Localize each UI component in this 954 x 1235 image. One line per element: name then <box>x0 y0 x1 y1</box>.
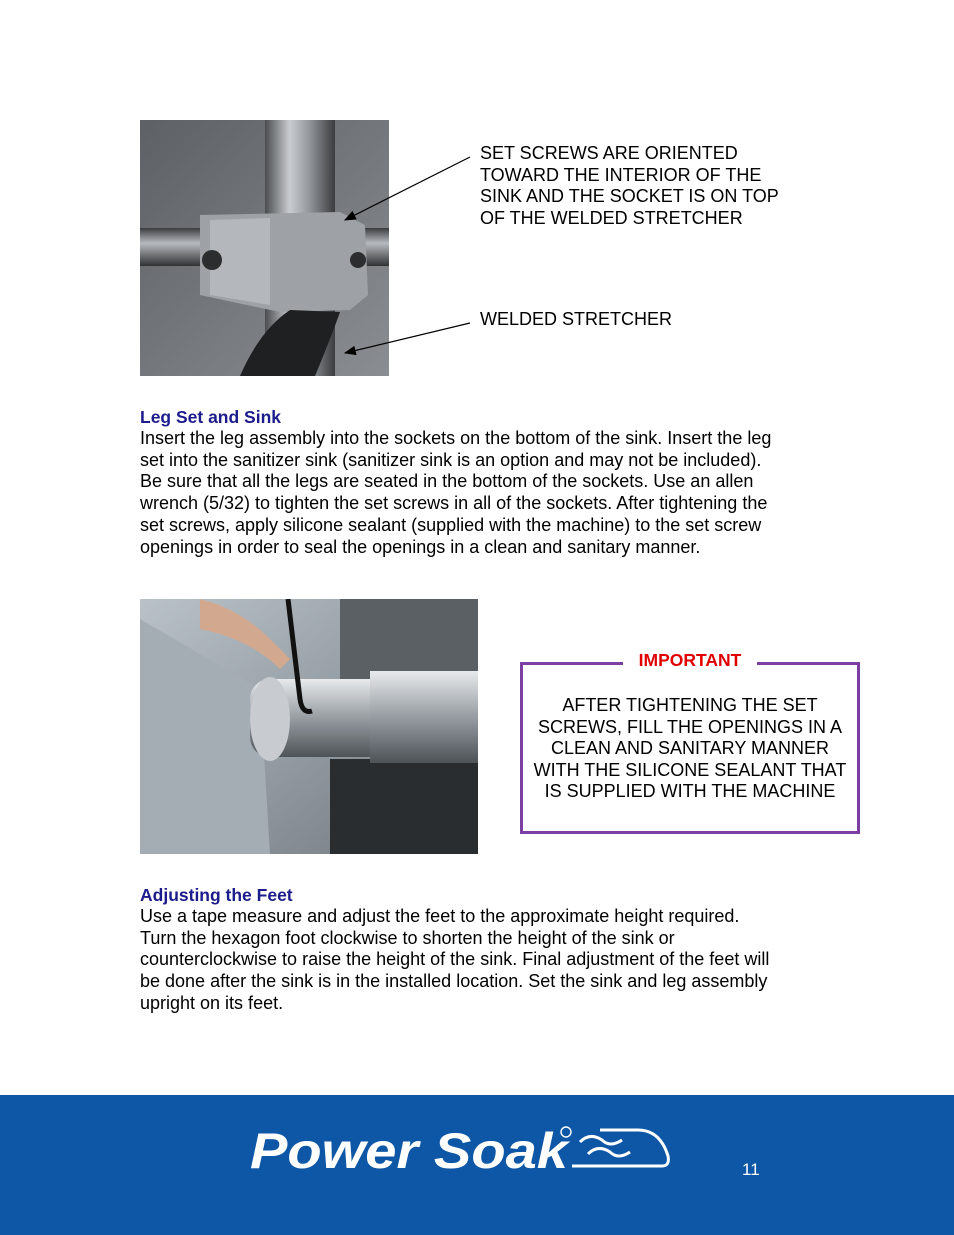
page-number: 11 <box>742 1160 760 1179</box>
important-box <box>520 650 860 834</box>
important-label: IMPORTANT <box>623 650 758 670</box>
adjusting-feet-paragraph: Use a tape measure and adjust the feet to the approximate height required. Turn the hexagon foot clockwise to shorten the height of the sink or counterclockwise to raise the height of the sink. Final adjustment of the feet will be done after the sink is in the installed location. Set the sink and leg assembly upright on its feet. <box>140 906 770 1013</box>
wave-mark-icon <box>572 1130 668 1166</box>
welded-stretcher-callout: WELDED STRETCHER <box>480 309 673 329</box>
set-screws-callout: SET SCREWS ARE ORIENTED TOWARD THE INTERIOR OF THE SINK AND THE SOCKET IS ON TOP OF THE WELDED STRETCHER <box>480 143 779 228</box>
allen-wrench-photo <box>140 599 478 854</box>
important-text: AFTER TIGHTENING THE SET SCREWS, FILL THE OPENINGS IN A CLEAN AND SANITARY MANNER WITH THE SILICONE SEALANT THAT IS SUPPLIED WITH THE MACHINE <box>533 695 847 801</box>
leg-set-paragraph: Insert the leg assembly into the sockets on the bottom of the sink. Insert the leg set into the sanitizer sink (sanitizer sink is an option and may not be included). Be sure that all the legs are seated in the bottom of the sockets. Use an allen wrench (5/32) to tighten the set screws in all of the sockets. After tightening the set screws, apply silicone sealant (supplied with the machine) to the set screw openings in order to seal the openings in a clean and sanitary manner. <box>140 428 772 557</box>
adjusting-feet-heading: Adjusting the Feet <box>140 885 293 905</box>
leg-set-heading: Leg Set and Sink <box>140 407 281 427</box>
brand-text: Power Soak <box>250 1123 571 1176</box>
power-soak-logo <box>250 1120 670 1176</box>
important-label-wrap <box>523 650 857 671</box>
socket-photo <box>140 120 389 376</box>
